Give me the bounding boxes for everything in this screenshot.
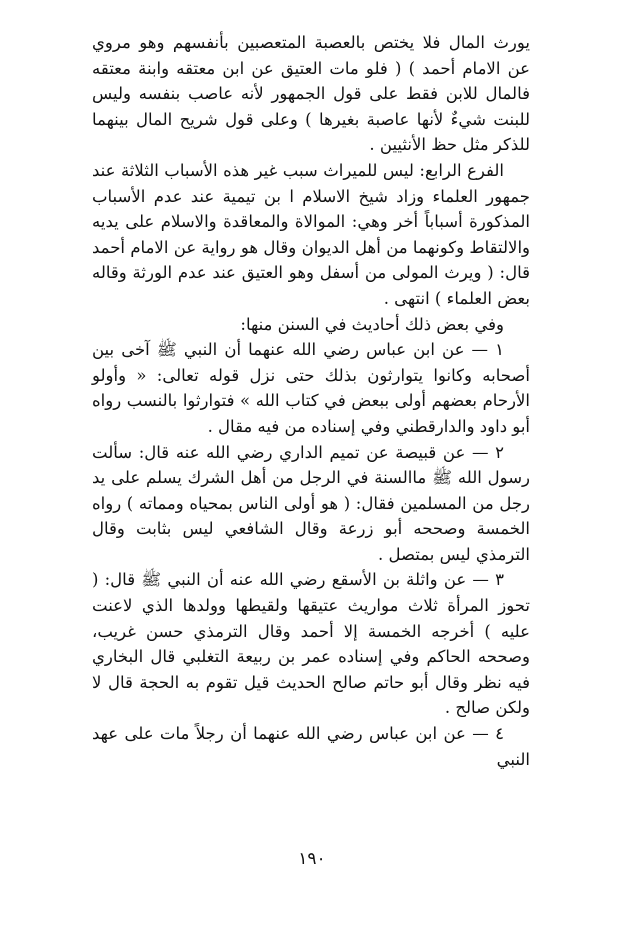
paragraph-hadith-3: ٣ — عن واثلة بن الأسقع رضي الله عنه أن النبي ﷺ قال: ( تحوز المرأة ثلاث مواريث عتيقها ولقيطها وولدها الذي لاعنت عليه ) أخرجه الخمسة إلا أحمد وقال الترمذي حسن غريب، وصححه الحاكم وفي إسناده عمر بن ربيعة التغلبي قال البخاري فيه نظر وقال أبو حاتم صالح الحديث قيل تقوم به الحجة قال لا ولكن صالح . bbox=[92, 570, 530, 718]
paragraph-fourth-branch: الفرع الرابع: ليس للميراث سبب غير هذه الأسباب الثلاثة عند جمهور العلماء وزاد شيخ الاسلام ا بن تيمية عند عدم الأسباب المذكورة أسباباً أخر وهي: الموالاة والمعاقدة والاسلام على يديه والالتقاط وكونهما من أهل الديوان وقال هو رواية عن الامام أحمد قال: ( ويرث المولى من أسفل وهو العتيق عند عدم الورثة وقاله بعض العلماء ) انتهى . bbox=[92, 160, 530, 308]
paragraph-hadith-4: ٤ — عن ابن عباس رضي الله عنهما أن رجلاً مات على عهد النبي bbox=[92, 724, 530, 769]
body-text bbox=[92, 30, 530, 772]
paragraph-continuation: يورث المال فلا يختص بالعصبة المتعصبين بأنفسهم وهو مروي عن الامام أحمد ) ( فلو مات العتيق عن ابن معتقه وابنة معتقه فالمال للابن فقط على قول الجمهور لأنه عاصب بنفسه وليس للبنت شيءٌ لأنها عاصبة بغيرها ) وعلى قول شريح المال بينهما للذكر مثل حظ الأنثيين . bbox=[92, 33, 530, 155]
page-number: ١٩٠ bbox=[298, 849, 326, 869]
paragraph-hadith-1: ١ — عن ابن عباس رضي الله عنهما أن النبي ﷺ آخى بين أصحابه وكانوا يتوارثون بذلك حتى نزل قوله تعالى: « وأولو الأرحام بعضهم أولى ببعض في كتاب الله » فتوارثوا بالنسب رواه أبو داود والدارقطني وفي إسناده من فيه مقال . bbox=[92, 340, 530, 436]
paragraph-hadith-intro: وفي بعض ذلك أحاديث في السنن منها: bbox=[240, 314, 504, 334]
paragraph-hadith-2: ٢ — عن قبيصة عن تميم الداري رضي الله عنه قال: سألت رسول الله ﷺ ماالسنة في الرجل من أهل الشرك يسلم على يد رجل من المسلمين فقال: ( هو أولى الناس بمحياه ومماته ) رواه الخمسة وصححه أبو زرعة وقال الشافعي ليس بثابت وقال الترمذي ليس بمتصل . bbox=[92, 442, 530, 564]
